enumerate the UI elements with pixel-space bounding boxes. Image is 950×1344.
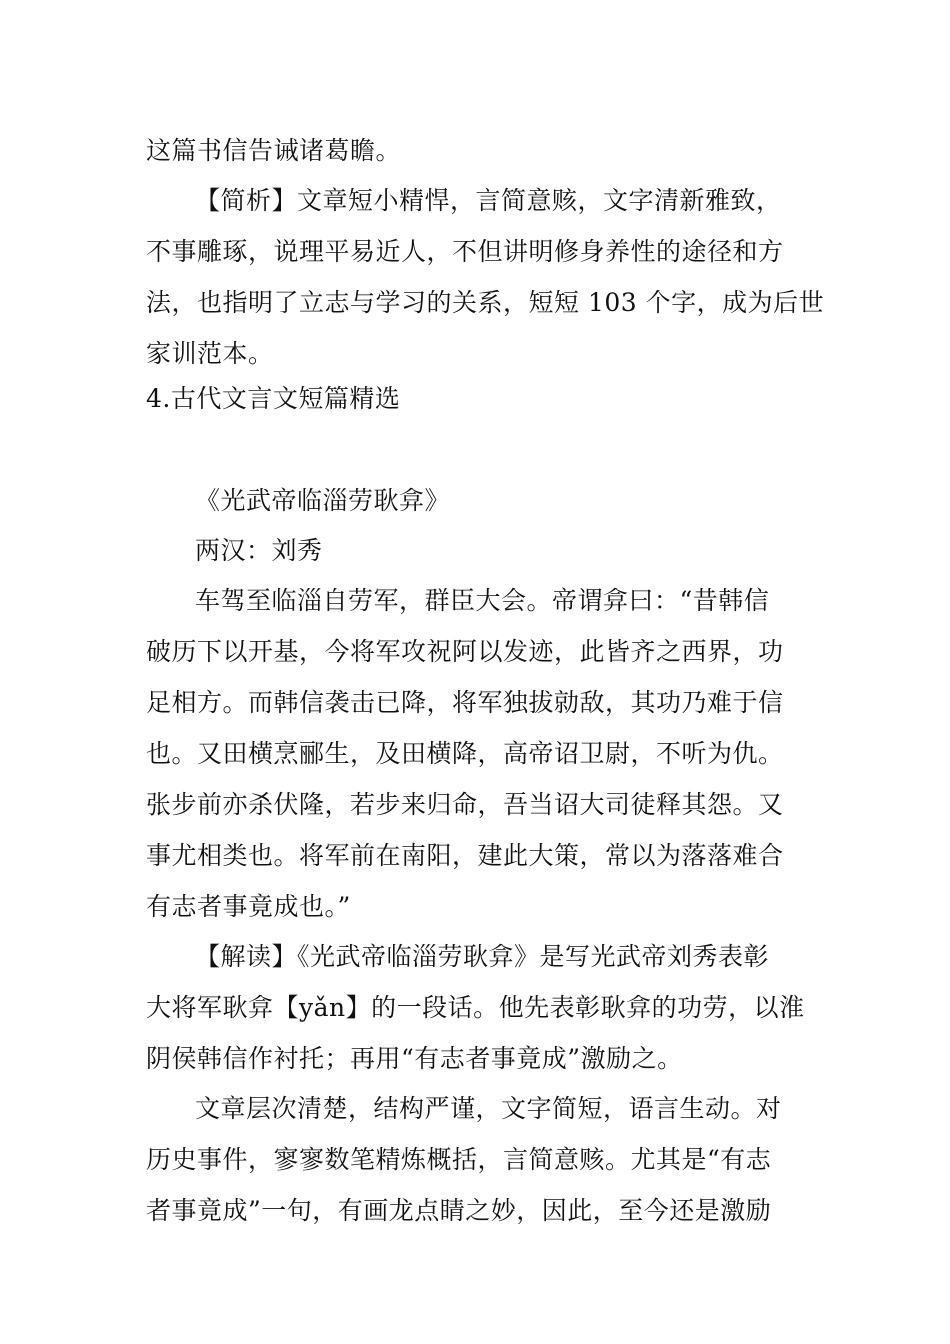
section-heading: 4.古代文言文短篇精选 (146, 384, 401, 413)
text-line: 有志者事竟成也。” (146, 892, 351, 921)
text-line: 破历下以开基，今将军攻祝阿以发迹，此皆齐之西界，功 (146, 637, 784, 666)
analysis-line: 法，也指明了立志与学习的关系，短短 103 个字，成为后世 (146, 288, 825, 317)
analysis-line: 家训范本。 (146, 339, 274, 368)
text-line: 也。又田横烹郦生，及田横降，高帝诏卫尉，不听为仇。 (146, 739, 784, 768)
paragraph-line: 这篇书信告诫诸葛瞻。 (146, 136, 402, 165)
author-line: 两汉：刘秀 (195, 536, 323, 565)
interpretation-line: 阴侯韩信作衬托；再用“有志者事竟成”激励之。 (146, 1044, 683, 1073)
text-line: 足相方。而韩信袭击已降，将军独拔勍敌，其功乃难于信 (146, 688, 784, 717)
interpretation-line: 【解读】《光武帝临淄劳耿弇》是写光武帝刘秀表彰 (195, 942, 770, 971)
text-line: 事尤相类也。将军前在南阳，建此大策，常以为落落难合 (146, 841, 784, 870)
analysis-line: 不事雕琢，说理平易近人，不但讲明修身养性的途径和方 (146, 237, 784, 266)
interpretation-line: 大将军耿弇【yǎn】的一段话。他先表彰耿弇的功劳，以淮 (146, 993, 805, 1022)
commentary-line: 文章层次清楚，结构严谨，文字简短，语言生动。对 (195, 1094, 782, 1123)
commentary-line: 者事竟成”一句，有画龙点睛之妙，因此，至今还是激励 (146, 1196, 772, 1225)
commentary-line: 历史事件，寥寥数笔精炼概括，言简意赅。尤其是“有志 (146, 1145, 772, 1174)
analysis-line: 【简析】文章短小精悍，言简意赅，文字清新雅致， (195, 186, 782, 215)
text-line: 张步前亦杀伏隆，若步来归命，吾当诏大司徒释其怨。又 (146, 790, 784, 819)
work-title: 《光武帝临淄劳耿弇》 (195, 486, 451, 515)
text-line: 车驾至临淄自劳军，群臣大会。帝谓弇曰：“昔韩信 (195, 586, 770, 615)
